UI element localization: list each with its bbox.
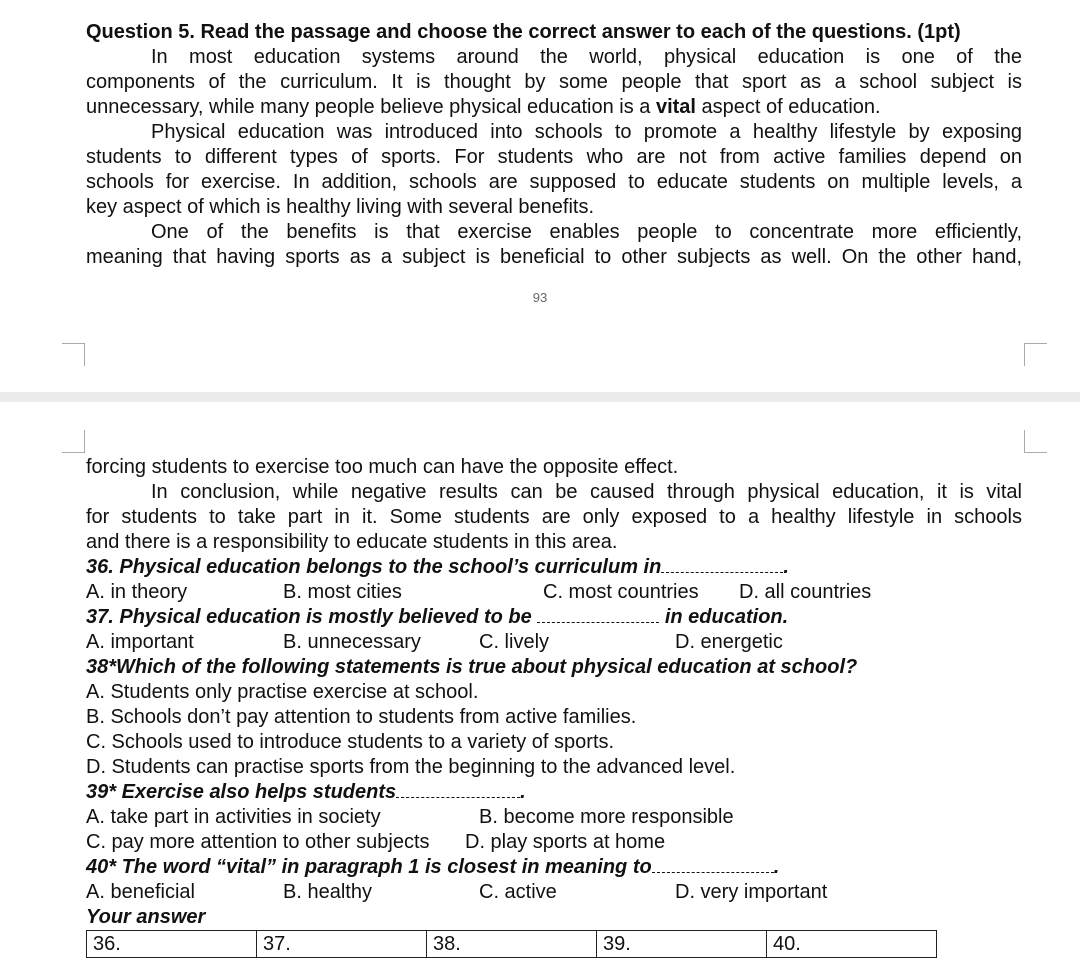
- option-40-d: D. very important: [675, 881, 828, 903]
- answer-cell-36[interactable]: 36.: [87, 931, 257, 958]
- option-38-a: A. Students only practise exercise at school.: [86, 681, 479, 703]
- passage-text: unnecessary, while many people believe physical education is a: [86, 96, 656, 118]
- question-37-stem: [86, 605, 1022, 630]
- passage-line: key aspect of which is healthy living with several benefits.: [86, 196, 595, 218]
- passage-text: aspect of education.: [696, 96, 881, 118]
- answer-blank: [661, 558, 783, 573]
- option-36-a: A. in theory: [86, 581, 188, 603]
- answer-cell-38[interactable]: 38.: [427, 931, 597, 958]
- answer-blank: [537, 608, 659, 623]
- option-38-c: C. Schools used to introduce students to a variety of sports.: [86, 731, 615, 753]
- passage-line: for students to take part in it. Some students are only exposed to a healthy lifestyle in schools: [86, 506, 1022, 528]
- answer-table: [86, 930, 937, 958]
- option-38-d: D. Students can practise sports from the beginning to the advanced level.: [86, 756, 736, 778]
- option-37-d: D. energetic: [675, 631, 783, 653]
- page-gap: [0, 392, 1080, 402]
- option-40-a: A. beneficial: [86, 881, 195, 903]
- stem-text: 40* The word “vital” in paragraph 1 is closest in meaning to: [86, 856, 652, 878]
- crop-mark: [62, 343, 85, 366]
- option-40-c: C. active: [479, 881, 557, 903]
- passage-line: schools for exercise. In addition, schools are supposed to educate students on multiple levels, a: [86, 171, 1022, 193]
- crop-mark: [62, 430, 85, 453]
- option-37-c: C. lively: [479, 631, 550, 653]
- option-38-b: B. Schools don’t pay attention to students from active families.: [86, 706, 637, 728]
- answer-blank: [396, 783, 520, 798]
- stem-text: 37. Physical education is mostly believed to be: [86, 606, 532, 628]
- passage-line: and there is a responsibility to educate students in this area.: [86, 531, 618, 553]
- option-37-a: A. important: [86, 631, 194, 653]
- question-heading: Question 5. Read the passage and choose the correct answer to each of the questions. (1pt): [86, 21, 961, 43]
- crop-mark: [1024, 430, 1047, 453]
- passage-line: meaning that having sports as a subject is beneficial to other subjects as well. On the other hand,: [86, 246, 1022, 268]
- option-36-b: B. most cities: [283, 581, 402, 603]
- option-36-d: D. all countries: [739, 581, 872, 603]
- option-39-c: C. pay more attention to other subjects: [86, 831, 430, 853]
- stem-text: 36. Physical education belongs to the school’s curriculum in: [86, 556, 662, 578]
- passage-line: components of the curriculum. It is thought by some people that sport as a school subject is: [86, 71, 1022, 93]
- crop-mark: [1024, 343, 1047, 366]
- passage-line: In most education systems around the world, physical education is one of the: [151, 46, 1022, 68]
- option-39-a: A. take part in activities in society: [86, 806, 381, 828]
- passage-line: Physical education was introduced into schools to promote a healthy lifestyle by exposing: [151, 121, 1022, 143]
- answer-blank: [652, 858, 774, 873]
- question-39-stem: 39* Exercise also helps students .: [86, 781, 526, 803]
- page-number: 93: [532, 290, 548, 305]
- passage-line: One of the benefits is that exercise enables people to concentrate more efficiently,: [151, 221, 1022, 243]
- answer-cell-39[interactable]: 39.: [597, 931, 767, 958]
- question-40-stem: 40* The word “vital” in paragraph 1 is closest in meaning to .: [86, 856, 780, 878]
- passage-line: In conclusion, while negative results can be caused through physical education, it is vital: [151, 481, 1022, 503]
- vital-word: vital: [655, 96, 696, 118]
- option-40-b: B. healthy: [283, 881, 372, 903]
- option-39-b: B. become more responsible: [479, 806, 734, 828]
- option-37-b: B. unnecessary: [283, 631, 421, 653]
- stem-text: in education.: [664, 606, 789, 628]
- passage-line: [86, 95, 1022, 120]
- question-36-stem: 36. Physical education belongs to the school’s curriculum in .: [86, 556, 789, 578]
- option-36-c: C. most countries: [543, 581, 699, 603]
- passage-line: forcing students to exercise too much can have the opposite effect.: [86, 456, 679, 478]
- question-38-stem: 38*Which of the following statements is true about physical education at school?: [86, 656, 858, 678]
- passage-line: students to different types of sports. For students who are not from active families depend on: [86, 146, 1022, 168]
- answer-row: [87, 931, 937, 958]
- your-answer-label: Your answer: [86, 906, 206, 928]
- answer-cell-40[interactable]: 40.: [767, 931, 937, 958]
- answer-cell-37[interactable]: 37.: [257, 931, 427, 958]
- stem-text: 39* Exercise also helps students: [86, 781, 397, 803]
- option-39-d: D. play sports at home: [465, 831, 666, 853]
